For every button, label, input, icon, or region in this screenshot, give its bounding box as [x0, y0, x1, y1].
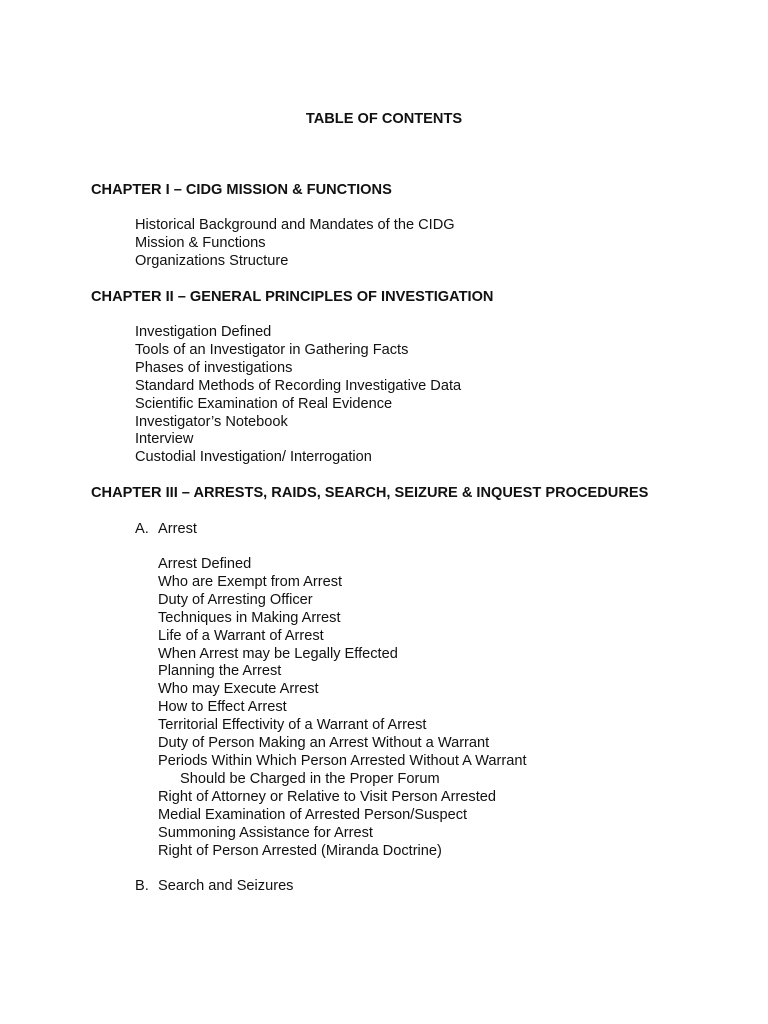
section-label: Search and Seizures	[158, 878, 294, 894]
section-label: Arrest	[158, 521, 197, 537]
section-b-heading	[135, 878, 293, 895]
list-item: Who are Exempt from Arrest	[158, 573, 343, 590]
chapter-1-heading: CHAPTER I – CIDG MISSION & FUNCTIONS	[91, 182, 392, 198]
list-item: Tools of an Investigator in Gathering Facts	[135, 341, 409, 358]
chapter-1-items	[135, 217, 455, 271]
page-title: TABLE OF CONTENTS	[305, 111, 463, 127]
list-item: Territorial Effectivity of a Warrant of Arrest	[158, 717, 427, 734]
list-item: Medial Examination of Arrested Person/Suspect	[158, 806, 468, 823]
chapter-2-items	[135, 324, 461, 467]
list-item: Right of Person Arrested (Miranda Doctrine)	[158, 842, 442, 859]
list-item: Arrest Defined	[158, 556, 252, 572]
list-item: Planning the Arrest	[158, 663, 282, 680]
list-item: Investigator’s Notebook	[135, 413, 288, 430]
list-item: Right of Attorney or Relative to Visit Person Arrested	[158, 788, 496, 805]
section-a-items	[158, 556, 527, 860]
list-item-continuation: Should be Charged in the Proper Forum	[180, 770, 440, 787]
list-item: Duty of Person Making an Arrest Without a Warrant	[158, 735, 490, 752]
list-item: Techniques in Making Arrest	[158, 609, 341, 626]
section-letter: A.	[135, 521, 149, 537]
section-a-heading	[135, 521, 197, 538]
list-item: How to Effect Arrest	[158, 699, 287, 716]
list-item: Standard Methods of Recording Investigative Data	[135, 377, 462, 394]
list-item: Historical Background and Mandates of the CIDG	[135, 217, 455, 233]
list-item: Mission & Functions	[135, 234, 266, 251]
section-letter: B.	[135, 878, 149, 894]
list-item: Scientific Examination of Real Evidence	[135, 395, 393, 412]
list-item: When Arrest may be Legally Effected	[158, 645, 398, 662]
list-item: Custodial Investigation/ Interrogation	[135, 449, 372, 466]
list-item: Who may Execute Arrest	[158, 681, 319, 698]
list-item: Phases of investigations	[135, 359, 293, 376]
list-item: Duty of Arresting Officer	[158, 591, 313, 608]
list-item: Investigation Defined	[135, 324, 272, 340]
list-item: Life of a Warrant of Arrest	[158, 627, 324, 644]
list-item: Summoning Assistance for Arrest	[158, 824, 373, 841]
list-item: Organizations Structure	[135, 252, 289, 269]
list-item: Periods Within Which Person Arrested Without A Warrant	[158, 752, 527, 769]
list-item: Interview	[135, 431, 194, 448]
chapter-3-heading: CHAPTER III – ARRESTS, RAIDS, SEARCH, SEIZURE & INQUEST PROCEDURES	[91, 485, 649, 501]
chapter-2-heading: CHAPTER II – GENERAL PRINCIPLES OF INVESTIGATION	[91, 289, 494, 305]
